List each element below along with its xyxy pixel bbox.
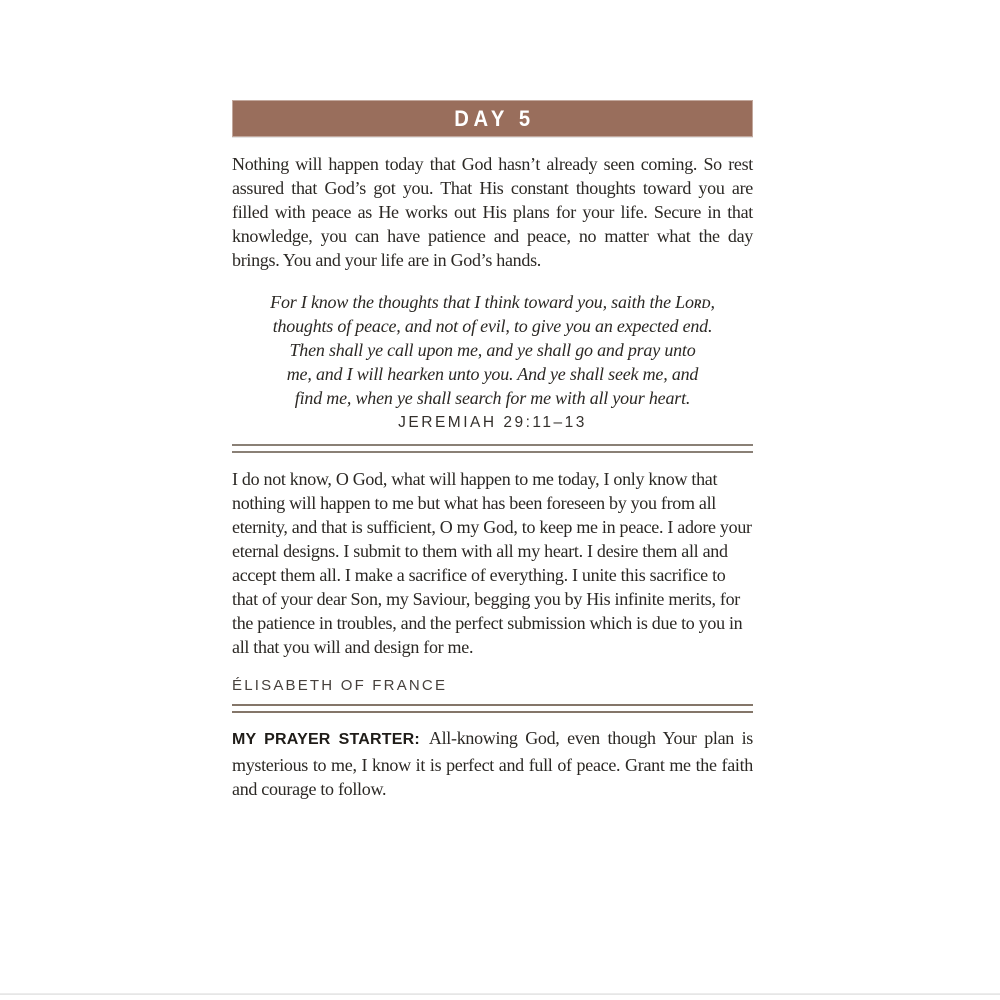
prayer-paragraph: I do not know, O God, what will happen to me today, I only know that nothing will happen to me but what has been foreseen by you from all eternity, and that is sufficient, O my God, to keep me in peace. I adore your eternal designs. I submit to them with all my heart. I desire them all and accept them all. I make a sacrifice of everything. I unite this sacrifice to that of your dear Son, my Saviour, begging you by His infinite merits, for the patience in troubles, and the perfect submission which is due to you in all that you will and design for me. [232, 469, 752, 657]
prayer-starter-text: All-knowing God, even though Your plan is mysterious to me, I know it is perfect and full of peace. Grant me the faith and courage to follow. [232, 728, 753, 799]
day-banner [232, 100, 753, 137]
photo-bottom-edge [0, 993, 1000, 995]
intro-paragraph: Nothing will happen today that God hasn’t already seen coming. So rest assured that God’s got you. That His constant thoughts toward you are filled with peace as He works out His plans for your life. Secure in that knowledge, you can have patience and peace, no matter what the day brings. You and your life are in God’s hands. [232, 154, 753, 270]
prayer-attribution: ÉLISABETH OF FRANCE [232, 677, 448, 694]
devotional-page [232, 100, 753, 820]
prayer-starter-paragraph [232, 726, 753, 802]
prayer-starter-label: MY PRAYER STARTER: [232, 731, 420, 748]
scripture-quote: For I know the thoughts that I think toward you, saith the Lᴏʀᴅ, thoughts of peace, and not of evil, to give you an expected end. Then shall ye call upon me, and ye shall go and pray unto me, and I will hearken unto you. And ye shall seek me, and find me, when ye shall search for me with all your heart. [270, 292, 715, 408]
day-banner-label: DAY 5 [454, 105, 535, 131]
scripture-reference: JEREMIAH 29:11–13 [398, 414, 587, 431]
double-rule-divider-top [232, 444, 753, 453]
double-rule-divider-bottom [232, 704, 753, 713]
